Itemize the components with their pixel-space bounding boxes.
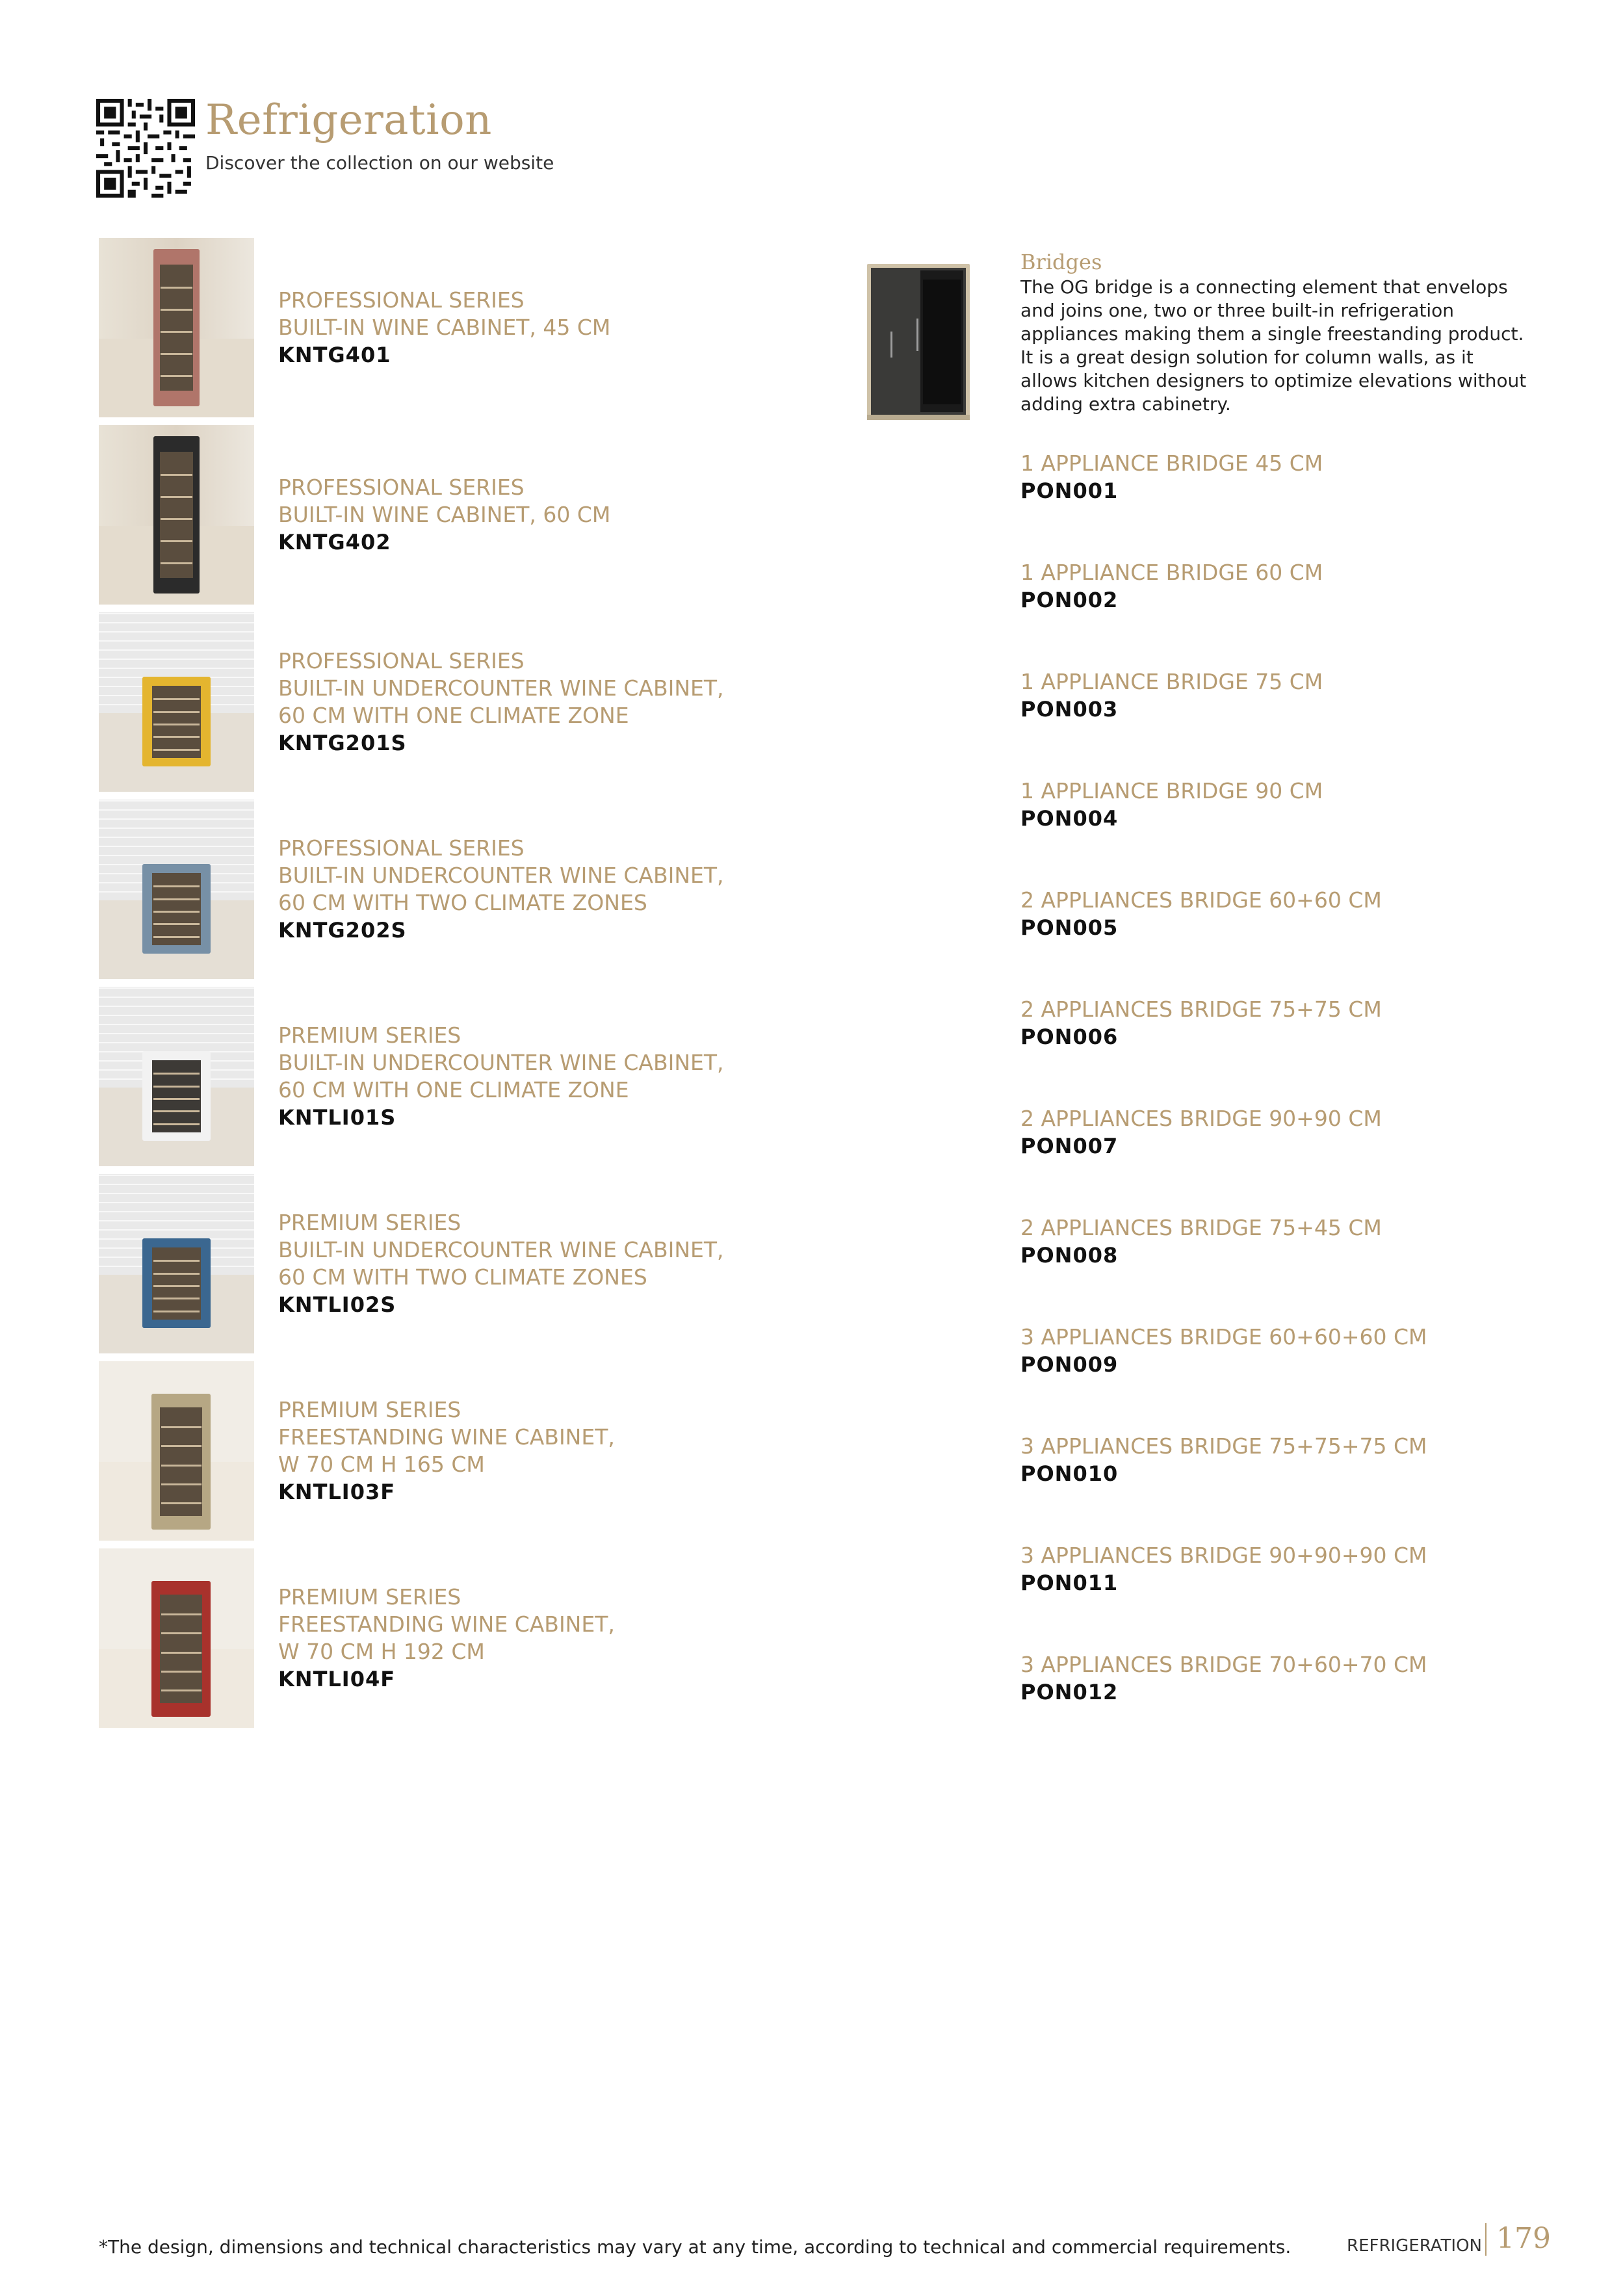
- product-code: KNTLI03F: [278, 1480, 396, 1504]
- cabinet-shelf: [153, 911, 200, 913]
- bridge-item[interactable]: [1020, 1324, 1427, 1378]
- cabinet-shelf: [153, 698, 200, 700]
- product-description: BUILT-IN UNDERCOUNTER WINE CABINET,: [278, 675, 724, 701]
- bridge-code: PON004: [1020, 806, 1119, 831]
- cabinet-shelf: [153, 898, 200, 900]
- cabinet-shelf: [153, 885, 200, 887]
- cabinet-glass-door: [160, 1407, 202, 1517]
- bridge-code: PON008: [1020, 1243, 1119, 1268]
- product-series: PREMIUM SERIES: [278, 1397, 461, 1422]
- product-code: KNTLI04F: [278, 1667, 396, 1691]
- product-entry[interactable]: [278, 1209, 724, 1318]
- cabinet-shelf: [153, 1273, 200, 1275]
- product-description: BUILT-IN UNDERCOUNTER WINE CABINET,: [278, 1050, 724, 1075]
- bridge-code: PON001: [1020, 478, 1119, 503]
- wine-cabinet-freestanding-icon: [151, 1581, 211, 1717]
- bridge-code: PON002: [1020, 588, 1119, 612]
- bridge-item[interactable]: [1020, 1433, 1427, 1487]
- bridge-item[interactable]: [1020, 996, 1382, 1050]
- bridge-product-image: [864, 260, 972, 421]
- qr-code-icon[interactable]: [96, 99, 195, 198]
- bridge-name: 1 APPLIANCE BRIDGE 90 CM: [1020, 778, 1323, 803]
- footer-divider: [1485, 2223, 1487, 2256]
- product-series: PROFESSIONAL SERIES: [278, 475, 525, 500]
- cabinet-shelf: [153, 1298, 200, 1299]
- cabinet-glass-door: [152, 873, 201, 945]
- product-code: KNTLI02S: [278, 1292, 396, 1317]
- footer-section-label: REFRIGERATION: [1347, 2236, 1482, 2256]
- cabinet-shelf: [153, 923, 200, 925]
- product-image: [99, 612, 254, 792]
- bridge-name: 2 APPLIANCES BRIDGE 75+45 CM: [1020, 1215, 1382, 1240]
- cabinet-shelf: [153, 1073, 200, 1075]
- product-entry[interactable]: [278, 474, 610, 556]
- cabinet-glass-door: [152, 686, 201, 757]
- product-entry[interactable]: [278, 1022, 724, 1131]
- cabinet-shelf: [153, 1311, 200, 1312]
- cabinet-shelf: [153, 736, 200, 738]
- cabinet-shelf: [161, 562, 192, 564]
- product-entry[interactable]: [278, 647, 724, 757]
- bridge-item[interactable]: [1020, 668, 1323, 723]
- product-description: 60 CM WITH TWO CLIMATE ZONES: [278, 890, 647, 915]
- product-image: [99, 800, 254, 979]
- bridge-code: PON011: [1020, 1571, 1119, 1595]
- bridge-name: 1 APPLIANCE BRIDGE 75 CM: [1020, 669, 1323, 694]
- bridge-name: 1 APPLIANCE BRIDGE 45 CM: [1020, 450, 1323, 476]
- wine-cabinet-freestanding-icon: [151, 1394, 211, 1530]
- cabinet-shelf: [161, 353, 192, 355]
- product-description: W 70 CM H 192 CM: [278, 1639, 485, 1664]
- bridge-code: PON010: [1020, 1461, 1119, 1486]
- bridge-item[interactable]: [1020, 1651, 1427, 1706]
- product-code: KNTLI01S: [278, 1105, 396, 1130]
- bridge-code: PON006: [1020, 1024, 1119, 1049]
- cabinet-shelf: [153, 1123, 200, 1125]
- product-description: BUILT-IN WINE CABINET, 45 CM: [278, 315, 611, 340]
- cabinet-shelf: [161, 287, 192, 289]
- product-image: [99, 987, 254, 1166]
- cabinet-shelf: [161, 474, 192, 476]
- cabinet-shelf: [161, 1652, 201, 1654]
- wine-cabinet-undercounter-icon: [142, 677, 211, 766]
- product-image: [99, 1548, 254, 1728]
- cabinet-shelf: [153, 1098, 200, 1100]
- cabinet-shelf: [153, 749, 200, 751]
- bridge-code: PON003: [1020, 697, 1119, 722]
- wine-cabinet-tall-icon: [153, 436, 200, 594]
- cabinet-shelf: [161, 1465, 201, 1467]
- cabinet-shelf: [161, 518, 192, 520]
- bridges-description: The OG bridge is a connecting element that envelops and joins one, two or three built-in refrigeration appliances making them a single freestanding product. It is a great design solution for column walls, as it allows kitchen designers to optimize elevations without adding extra cabinetry.: [1020, 276, 1527, 415]
- cabinet-shelf: [153, 724, 200, 725]
- bridge-item[interactable]: [1020, 1542, 1427, 1597]
- page-subtitle: Discover the collection on our website: [205, 152, 554, 174]
- bridge-name: 2 APPLIANCES BRIDGE 60+60 CM: [1020, 887, 1382, 913]
- bridge-item[interactable]: [1020, 1214, 1382, 1269]
- bridge-item[interactable]: [1020, 887, 1382, 941]
- cabinet-shelf: [153, 936, 200, 938]
- product-code: KNTG201S: [278, 731, 407, 755]
- wine-cabinet-tall-icon: [153, 249, 200, 407]
- bridge-item[interactable]: [1020, 559, 1323, 614]
- product-series: PREMIUM SERIES: [278, 1584, 461, 1610]
- bridge-code: PON009: [1020, 1352, 1119, 1377]
- product-entry[interactable]: [278, 835, 724, 944]
- bridge-name: 3 APPLIANCES BRIDGE 70+60+70 CM: [1020, 1652, 1427, 1677]
- cabinet-glass-door: [152, 1060, 201, 1132]
- bridge-name: 3 APPLIANCES BRIDGE 75+75+75 CM: [1020, 1433, 1427, 1459]
- product-image: [99, 1174, 254, 1353]
- cabinet-shelf: [161, 1689, 201, 1691]
- product-description: 60 CM WITH ONE CLIMATE ZONE: [278, 1077, 629, 1102]
- cabinet-glass-door: [152, 1247, 201, 1319]
- cabinet-glass-door: [160, 1595, 202, 1704]
- product-description: BUILT-IN WINE CABINET, 60 CM: [278, 502, 611, 527]
- bridge-name: 3 APPLIANCES BRIDGE 90+90+90 CM: [1020, 1543, 1427, 1568]
- product-image: [99, 238, 254, 417]
- bridge-item[interactable]: [1020, 1105, 1382, 1160]
- cabinet-shelf: [161, 496, 192, 498]
- product-series: PREMIUM SERIES: [278, 1023, 461, 1048]
- bridge-code: PON012: [1020, 1680, 1119, 1704]
- wine-cabinet-undercounter-icon: [142, 864, 211, 954]
- cabinet-shelf: [161, 1613, 201, 1615]
- product-description: 60 CM WITH TWO CLIMATE ZONES: [278, 1264, 647, 1290]
- wine-cabinet-undercounter-icon: [142, 1051, 211, 1141]
- product-series: PREMIUM SERIES: [278, 1210, 461, 1235]
- product-description: BUILT-IN UNDERCOUNTER WINE CABINET,: [278, 1237, 724, 1262]
- cabinet-shelf: [161, 1445, 201, 1447]
- product-series: PROFESSIONAL SERIES: [278, 648, 525, 673]
- product-description: W 70 CM H 165 CM: [278, 1452, 485, 1477]
- cabinet-shelf: [153, 1285, 200, 1287]
- cabinet-shelf: [161, 1483, 201, 1485]
- cabinet-shelf: [153, 711, 200, 713]
- page-number: 179: [1496, 2222, 1551, 2255]
- bridge-item[interactable]: [1020, 777, 1323, 832]
- product-code: KNTG402: [278, 530, 391, 554]
- bridge-name: 2 APPLIANCES BRIDGE 75+75 CM: [1020, 997, 1382, 1022]
- footnote: *The design, dimensions and technical characteristics may vary at any time, according to technical and commercial requirements.: [99, 2236, 1292, 2258]
- product-entry[interactable]: [278, 1584, 615, 1693]
- cabinet-shelf: [161, 1426, 201, 1428]
- bridge-code: PON005: [1020, 915, 1119, 940]
- cabinet-shelf: [161, 1632, 201, 1634]
- cabinet-shelf: [153, 1110, 200, 1112]
- product-description: 60 CM WITH ONE CLIMATE ZONE: [278, 703, 629, 728]
- product-entry[interactable]: [278, 1396, 615, 1506]
- product-series: PROFESSIONAL SERIES: [278, 287, 525, 313]
- cabinet-shelf: [161, 375, 192, 377]
- product-image: [99, 1361, 254, 1541]
- cabinet-shelf: [161, 1671, 201, 1673]
- cabinet-shelf: [161, 540, 192, 542]
- cabinet-shelf: [153, 1260, 200, 1262]
- product-description: BUILT-IN UNDERCOUNTER WINE CABINET,: [278, 863, 724, 888]
- bridges-heading: Bridges: [1020, 250, 1102, 274]
- bridge-name: 3 APPLIANCES BRIDGE 60+60+60 CM: [1020, 1324, 1427, 1350]
- product-description: FREESTANDING WINE CABINET,: [278, 1611, 615, 1637]
- product-code: KNTG202S: [278, 918, 407, 943]
- product-code: KNTG401: [278, 343, 391, 367]
- bridge-name: 1 APPLIANCE BRIDGE 60 CM: [1020, 560, 1323, 585]
- bridge-code: PON007: [1020, 1134, 1119, 1158]
- cabinet-glass-door: [160, 452, 194, 578]
- product-series: PROFESSIONAL SERIES: [278, 835, 525, 861]
- cabinet-shelf: [153, 1086, 200, 1088]
- product-image: [99, 425, 254, 605]
- bridge-name: 2 APPLIANCES BRIDGE 90+90 CM: [1020, 1106, 1382, 1131]
- cabinet-glass-door: [160, 265, 194, 391]
- wine-cabinet-undercounter-icon: [142, 1238, 211, 1328]
- cabinet-shelf: [161, 331, 192, 333]
- cabinet-shelf: [161, 1502, 201, 1504]
- bridge-item[interactable]: [1020, 450, 1323, 504]
- cabinet-shelf: [161, 309, 192, 311]
- product-entry[interactable]: [278, 287, 610, 369]
- page-title: Refrigeration: [205, 96, 492, 144]
- product-description: FREESTANDING WINE CABINET,: [278, 1424, 615, 1450]
